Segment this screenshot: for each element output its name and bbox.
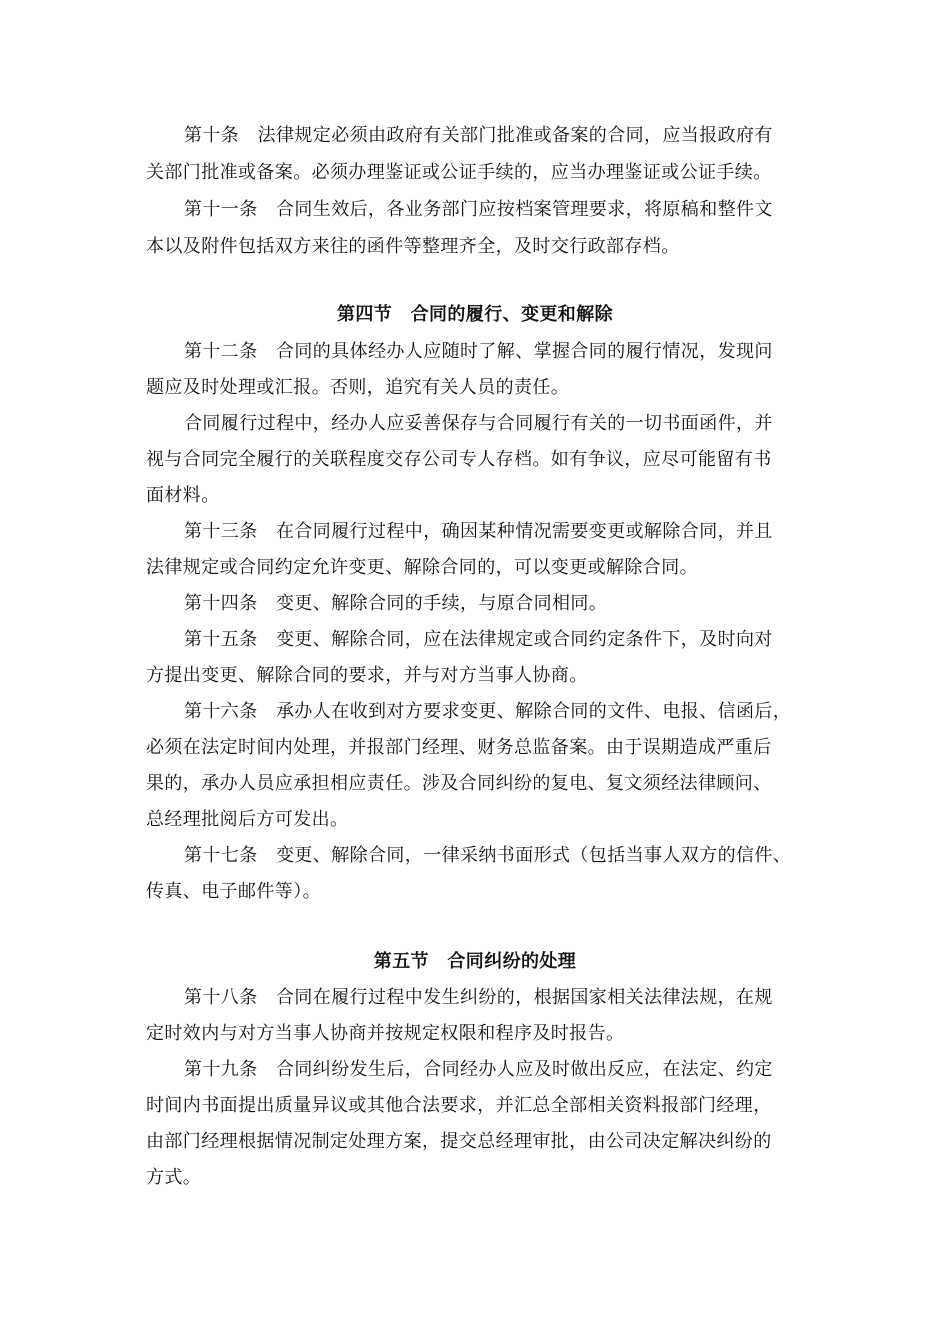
article-17-line-2: 传真、电子邮件等）。 — [146, 881, 321, 902]
paragraph-line-3: 面材料。 — [146, 485, 220, 506]
article-19-line-3: 由部门经理根据情况制定处理方案，提交总经理审批，由公司决定解决纠纷的 — [146, 1131, 772, 1152]
article-13-line-1: 第十三条 在合同履行过程中，确因某种情况需要变更或解除合同，并且 — [184, 521, 773, 542]
article-15-line-1: 第十五条 变更、解除合同，应在法律规定或合同约定条件下，及时向对 — [184, 629, 773, 650]
article-15-line-2: 方提出变更、解除合同的要求，并与对方当事人协商。 — [146, 665, 588, 686]
article-11-line-2: 本以及附件包括双方来往的函件等整理齐全，及时交行政部存档。 — [146, 236, 680, 257]
article-16-line-3: 果的，承办人员应承担相应责任。涉及合同纠纷的复电、复文须经法律顾问、 — [146, 773, 772, 794]
article-19-line-4: 方式。 — [146, 1167, 202, 1188]
article-16-line-1: 第十六条 承办人在收到对方要求变更、解除合同的文件、电报、信函后， — [184, 701, 792, 722]
article-12-line-1: 第十二条 合同的具体经办人应随时了解、掌握合同的履行情况，发现问 — [184, 341, 773, 362]
article-16-line-4: 总经理批阅后方可发出。 — [146, 809, 349, 830]
section-5-heading: 第五节 合同纠纷的处理 — [373, 951, 577, 972]
article-13-line-2: 法律规定或合同约定允许变更、解除合同的，可以变更或解除合同。 — [146, 557, 698, 578]
article-19-line-2: 时间内书面提出质量异议或其他合法要求，并汇总全部相关资料报部门经理， — [146, 1095, 772, 1116]
article-10-line-1: 第十条 法律规定必须由政府有关部门批准或备案的合同，应当报政府有 — [184, 125, 773, 146]
article-18-line-1: 第十八条 合同在履行过程中发生纠纷的，根据国家相关法律法规，在规 — [184, 987, 773, 1008]
article-10-line-2: 关部门批准或备案。必须办理鉴证或公证手续的，应当办理鉴证或公证手续。 — [146, 162, 772, 183]
article-12-line-2: 题应及时处理或汇报。否则，追究有关人员的责任。 — [146, 377, 570, 398]
section-4-heading: 第四节 合同的履行、变更和解除 — [337, 304, 613, 325]
paragraph-line-2: 视与合同完全履行的关联程度交存公司专人存档。如有争议，应尽可能留有书 — [146, 449, 772, 470]
article-14-line-1: 第十四条 变更、解除合同的手续，与原合同相同。 — [184, 593, 608, 614]
paragraph-line-1: 合同履行过程中，经办人应妥善保存与合同履行有关的一切书面函件，并 — [184, 413, 773, 434]
article-11-line-1: 第十一条 合同生效后，各业务部门应按档案管理要求，将原稿和整件文 — [184, 199, 773, 220]
article-17-line-1: 第十七条 变更、解除合同，一律采纳书面形式（包括当事人双方的信件、 — [184, 845, 792, 866]
article-19-line-1: 第十九条 合同纠纷发生后，合同经办人应及时做出反应，在法定、约定 — [184, 1059, 773, 1080]
article-16-line-2: 必须在法定时间内处理，并报部门经理、财务总监备案。由于误期造成严重后 — [146, 737, 772, 758]
article-18-line-2: 定时效内与对方当事人协商并按规定权限和程序及时报告。 — [146, 1023, 625, 1044]
